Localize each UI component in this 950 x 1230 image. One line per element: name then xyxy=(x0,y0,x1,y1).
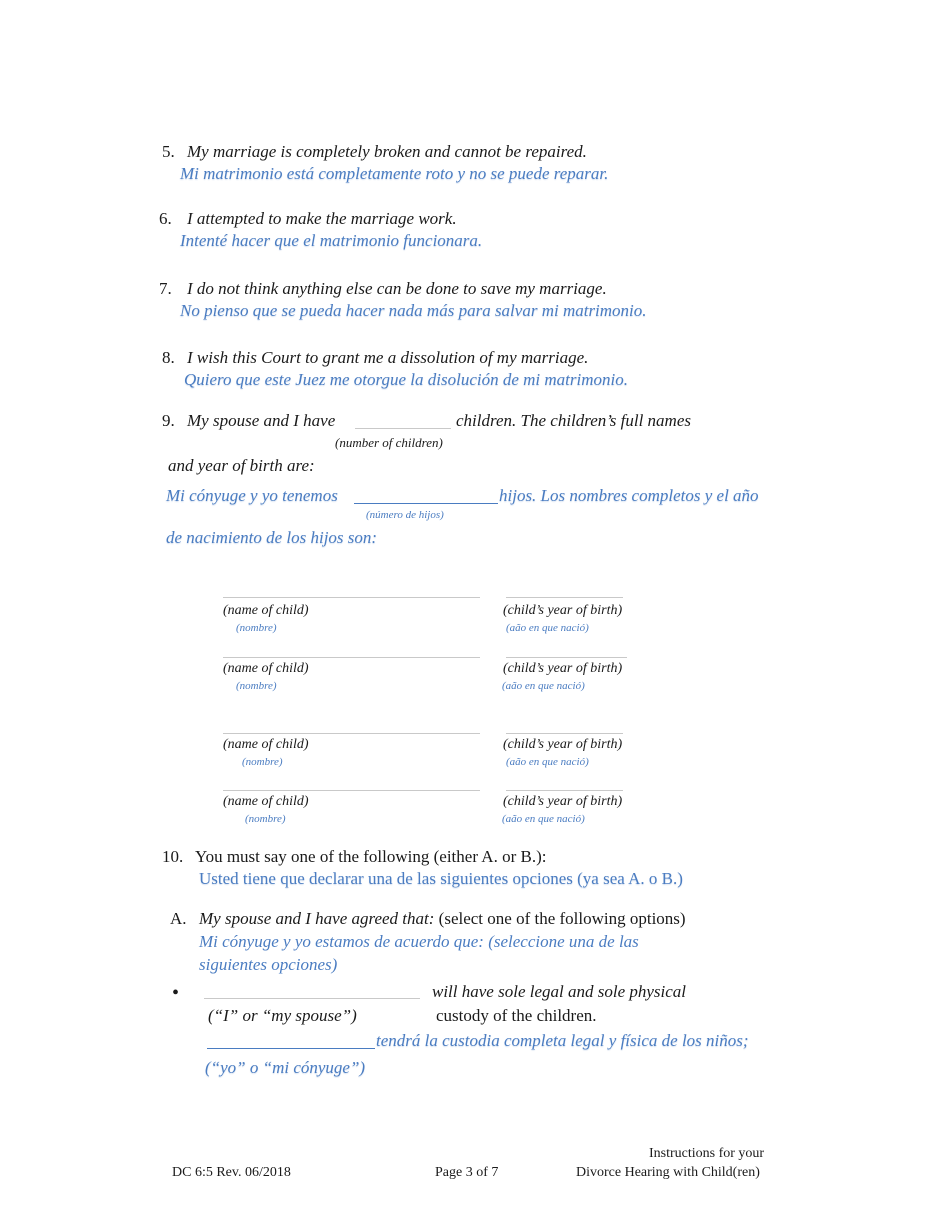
item8-spanish: Quiero que este Juez me otorgue la disolución de mi matrimonio. xyxy=(184,370,628,389)
item6-spanish: Intenté hacer que el matrimonio funcionara. xyxy=(180,231,483,250)
item6-number: 6. xyxy=(159,209,172,228)
child-name-field-4[interactable] xyxy=(223,790,480,791)
bullet-marker: • xyxy=(172,982,180,1004)
child-year-label-es-1: (aão en que nació) xyxy=(506,622,589,634)
option-a-letter: A. xyxy=(170,909,187,928)
child-name-label-es-1: (nombre) xyxy=(236,622,277,634)
item8-number: 8. xyxy=(162,348,175,367)
child-name-label-es-4: (nombre) xyxy=(245,813,286,825)
item9-spanish-c: de nacimiento de los hijos son: xyxy=(166,528,378,547)
child-name-field-2[interactable] xyxy=(223,657,480,658)
custody-party-hint-es: (“yo” o “mi cónyuge”) xyxy=(205,1058,366,1077)
option-a-spanish-2: siguientes opciones) xyxy=(199,955,338,974)
child-name-label-3: (name of child) xyxy=(223,737,309,752)
item6-english: I attempted to make the marriage work. xyxy=(187,209,457,228)
item5-spanish: Mi matrimonio está completamente roto y no se puede reparar. xyxy=(180,164,609,183)
child-year-label-es-4: (aão en que nació) xyxy=(502,813,585,825)
numero-de-hijos-field[interactable] xyxy=(354,486,498,504)
item7-spanish: No pienso que se pueda hacer nada más para salvar mi matrimonio. xyxy=(180,301,647,320)
bullet-english-a: will have sole legal and sole physical xyxy=(432,982,687,1001)
item7-english: I do not think anything else can be done to save my marriage. xyxy=(187,279,607,298)
child-year-label-es-2: (aão en que nació) xyxy=(502,680,585,692)
item9-spanish-b: hijos. Los nombres completos y el año xyxy=(499,486,759,505)
number-of-children-field[interactable] xyxy=(355,428,451,429)
child-year-field-3[interactable] xyxy=(506,733,623,734)
option-a-english xyxy=(199,909,686,929)
child-year-field-4[interactable] xyxy=(506,790,623,791)
item5-number: 5. xyxy=(162,142,175,161)
item10-number: 10. xyxy=(162,847,184,866)
item9-english-a: My spouse and I have xyxy=(187,411,336,430)
bullet-spanish-a: tendrá la custodia completa legal y física de los niños; xyxy=(376,1031,749,1050)
child-name-field-1[interactable] xyxy=(223,597,480,598)
item9-spanish-a: Mi cónyuge y yo tenemos xyxy=(166,486,338,505)
footer-page-number: Page 3 of 7 xyxy=(435,1165,499,1180)
item8-english: I wish this Court to grant me a dissolution of my marriage. xyxy=(187,348,589,367)
item9-english-c: and year of birth are: xyxy=(168,456,315,475)
child-year-label-3: (child’s year of birth) xyxy=(503,737,623,752)
child-year-field-2[interactable] xyxy=(506,657,627,658)
child-name-label-es-3: (nombre) xyxy=(242,756,283,768)
item7-number: 7. xyxy=(159,279,172,298)
item9-english-b: children. The children’s full names xyxy=(456,411,691,430)
footer-title-2: Divorce Hearing with Child(ren) xyxy=(576,1165,760,1180)
child-year-label-4: (child’s year of birth) xyxy=(503,794,623,809)
child-year-label-es-3: (aão en que nació) xyxy=(506,756,589,768)
child-year-field-1[interactable] xyxy=(506,597,623,598)
custody-party-field[interactable] xyxy=(204,998,420,999)
bullet-english-b: custody of the children. xyxy=(436,1006,597,1025)
custody-party-hint: (“I” or “my spouse”) xyxy=(208,1006,357,1025)
item9-number: 9. xyxy=(162,411,175,430)
footer-form-id: DC 6:5 Rev. 06/2018 xyxy=(172,1165,291,1180)
option-a-english-italic: My spouse and I have agreed that: xyxy=(199,909,435,928)
option-a-spanish-1: Mi cónyuge y yo estamos de acuerdo que: (seleccione una de las xyxy=(199,932,639,951)
custody-party-field-es[interactable] xyxy=(207,1031,375,1049)
item5-english: My marriage is completely broken and cannot be repaired. xyxy=(187,142,587,161)
child-year-label-2: (child’s year of birth) xyxy=(503,661,623,676)
footer-title-1: Instructions for your xyxy=(649,1146,765,1161)
numero-de-hijos-hint: (número de hijos) xyxy=(366,509,444,521)
item10-spanish: Usted tiene que declarar una de las siguientes opciones (ya sea A. o B.) xyxy=(199,869,683,888)
child-name-label-1: (name of child) xyxy=(223,603,309,618)
number-of-children-hint: (number of children) xyxy=(335,435,443,450)
child-name-label-4: (name of child) xyxy=(223,794,309,809)
child-name-field-3[interactable] xyxy=(223,733,480,734)
child-name-label-2: (name of child) xyxy=(223,661,309,676)
option-a-english-plain: (select one of the following options) xyxy=(434,909,686,928)
item10-english: You must say one of the following (either A. or B.): xyxy=(195,847,547,866)
child-year-label-1: (child’s year of birth) xyxy=(503,603,623,618)
child-name-label-es-2: (nombre) xyxy=(236,680,277,692)
